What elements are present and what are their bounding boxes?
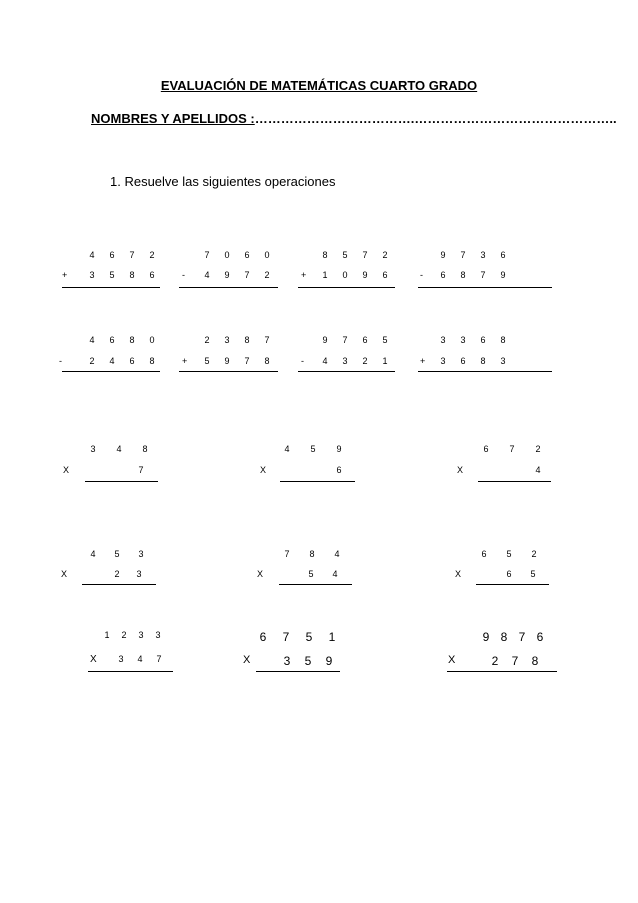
bottom-digit: 4 — [109, 356, 115, 366]
bottom-digit: 6 — [460, 356, 466, 366]
top-digit: 1 — [328, 630, 336, 644]
bottom-digit: 2 — [264, 270, 270, 280]
top-digit: 6 — [500, 250, 506, 260]
bottom-digit: 4 — [332, 569, 338, 579]
top-digit: 4 — [89, 250, 95, 260]
operator-sign: - — [420, 270, 423, 280]
top-digit: 2 — [121, 630, 127, 640]
answer-line — [62, 371, 160, 372]
answer-line — [88, 671, 173, 672]
multiply-sign: X — [90, 654, 97, 665]
bottom-digit: 7 — [480, 270, 486, 280]
top-digit: 4 — [89, 335, 95, 345]
top-digit: 3 — [460, 335, 466, 345]
bottom-digit: 8 — [149, 356, 155, 366]
answer-line — [179, 371, 278, 372]
bottom-digit: 3 — [440, 356, 446, 366]
bottom-digit: 9 — [224, 356, 230, 366]
top-digit: 8 — [309, 549, 315, 559]
bottom-digit: 7 — [138, 465, 144, 475]
top-digit: 7 — [362, 250, 368, 260]
instruction: 1. Resuelve las siguientes operaciones — [110, 174, 336, 189]
top-digit: 3 — [90, 444, 96, 454]
bottom-digit: 3 — [136, 569, 142, 579]
bottom-digit: 8 — [129, 270, 135, 280]
bottom-digit: 8 — [531, 654, 539, 668]
top-digit: 7 — [282, 630, 290, 644]
bottom-digit: 5 — [204, 356, 210, 366]
top-digit: 9 — [482, 630, 490, 644]
operator-sign: - — [59, 356, 62, 366]
top-digit: 8 — [500, 630, 508, 644]
top-digit: 0 — [149, 335, 155, 345]
operator-sign: - — [301, 356, 304, 366]
top-digit: 5 — [305, 630, 313, 644]
top-digit: 4 — [90, 549, 96, 559]
top-digit: 7 — [509, 444, 515, 454]
top-digit: 9 — [440, 250, 446, 260]
bottom-digit: 1 — [382, 356, 388, 366]
bottom-digit: 8 — [460, 270, 466, 280]
answer-line — [62, 287, 160, 288]
top-digit: 7 — [342, 335, 348, 345]
bottom-digit: 3 — [342, 356, 348, 366]
names-label: NOMBRES Y APELLIDOS : — [91, 111, 255, 126]
answer-line — [418, 371, 552, 372]
bottom-digit: 6 — [336, 465, 342, 475]
top-digit: 6 — [483, 444, 489, 454]
top-digit: 3 — [138, 630, 144, 640]
answer-line — [85, 481, 158, 482]
multiply-sign: X — [63, 465, 70, 475]
top-digit: 4 — [334, 549, 340, 559]
names-line — [91, 111, 617, 126]
bottom-digit: 8 — [264, 356, 270, 366]
top-digit: 7 — [284, 549, 290, 559]
bottom-digit: 2 — [114, 569, 120, 579]
top-digit: 7 — [264, 335, 270, 345]
top-digit: 1 — [104, 630, 110, 640]
top-digit: 2 — [204, 335, 210, 345]
top-digit: 6 — [259, 630, 267, 644]
bottom-digit: 4 — [322, 356, 328, 366]
top-digit: 8 — [142, 444, 148, 454]
top-digit: 5 — [342, 250, 348, 260]
top-digit: 8 — [322, 250, 328, 260]
bottom-digit: 9 — [325, 654, 333, 668]
bottom-digit: 2 — [491, 654, 499, 668]
top-digit: 8 — [244, 335, 250, 345]
names-dots: ……………………………….……………………………………….. — [254, 111, 617, 126]
bottom-digit: 9 — [500, 270, 506, 280]
operator-sign: + — [301, 270, 307, 280]
bottom-digit: 7 — [511, 654, 519, 668]
operator-sign: + — [420, 356, 426, 366]
bottom-digit: 5 — [304, 654, 312, 668]
bottom-digit: 1 — [322, 270, 328, 280]
top-digit: 5 — [382, 335, 388, 345]
bottom-digit: 7 — [156, 654, 162, 664]
bottom-digit: 3 — [283, 654, 291, 668]
operator-sign: + — [62, 270, 68, 280]
top-digit: 3 — [480, 250, 486, 260]
top-digit: 7 — [204, 250, 210, 260]
top-digit: 4 — [116, 444, 122, 454]
top-digit: 5 — [114, 549, 120, 559]
bottom-digit: 9 — [224, 270, 230, 280]
top-digit: 7 — [129, 250, 135, 260]
top-digit: 5 — [506, 549, 512, 559]
top-digit: 2 — [149, 250, 155, 260]
bottom-digit: 3 — [118, 654, 124, 664]
bottom-digit: 0 — [342, 270, 348, 280]
bottom-digit: 2 — [89, 356, 95, 366]
answer-line — [418, 287, 552, 288]
bottom-digit: 4 — [204, 270, 210, 280]
multiply-sign: X — [257, 569, 264, 579]
multiply-sign: X — [448, 654, 456, 666]
top-digit: 2 — [382, 250, 388, 260]
multiply-sign: X — [260, 465, 267, 475]
top-digit: 4 — [284, 444, 290, 454]
bottom-digit: 8 — [480, 356, 486, 366]
bottom-digit: 6 — [129, 356, 135, 366]
top-digit: 6 — [109, 250, 115, 260]
bottom-digit: 6 — [506, 569, 512, 579]
answer-line — [298, 287, 395, 288]
top-digit: 3 — [440, 335, 446, 345]
page-title: EVALUACIÓN DE MATEMÁTICAS CUARTO GRADO — [160, 78, 478, 93]
multiply-sign: X — [457, 465, 464, 475]
bottom-digit: 4 — [535, 465, 541, 475]
bottom-digit: 9 — [362, 270, 368, 280]
bottom-digit: 5 — [530, 569, 536, 579]
top-digit: 6 — [362, 335, 368, 345]
answer-line — [478, 481, 551, 482]
top-digit: 7 — [460, 250, 466, 260]
top-digit: 3 — [224, 335, 230, 345]
answer-line — [256, 671, 340, 672]
top-digit: 7 — [518, 630, 526, 644]
answer-line — [280, 481, 355, 482]
bottom-digit: 2 — [362, 356, 368, 366]
answer-line — [82, 584, 156, 585]
answer-line — [279, 584, 352, 585]
operator-sign: - — [182, 270, 185, 280]
bottom-digit: 6 — [382, 270, 388, 280]
top-digit: 6 — [480, 335, 486, 345]
answer-line — [476, 584, 549, 585]
answer-line — [447, 671, 557, 672]
top-digit: 3 — [138, 549, 144, 559]
top-digit: 5 — [310, 444, 316, 454]
bottom-digit: 5 — [109, 270, 115, 280]
top-digit: 8 — [500, 335, 506, 345]
multiply-sign: X — [61, 569, 68, 579]
top-digit: 3 — [155, 630, 161, 640]
top-digit: 6 — [109, 335, 115, 345]
top-digit: 6 — [244, 250, 250, 260]
top-digit: 9 — [322, 335, 328, 345]
bottom-digit: 4 — [137, 654, 143, 664]
operator-sign: + — [182, 356, 188, 366]
bottom-digit: 7 — [244, 356, 250, 366]
multiply-sign: X — [243, 654, 251, 666]
top-digit: 0 — [264, 250, 270, 260]
top-digit: 8 — [129, 335, 135, 345]
bottom-digit: 6 — [149, 270, 155, 280]
multiply-sign: X — [455, 569, 462, 579]
top-digit: 2 — [535, 444, 541, 454]
bottom-digit: 5 — [308, 569, 314, 579]
bottom-digit: 3 — [89, 270, 95, 280]
top-digit: 6 — [536, 630, 544, 644]
top-digit: 9 — [336, 444, 342, 454]
bottom-digit: 7 — [244, 270, 250, 280]
top-digit: 6 — [481, 549, 487, 559]
top-digit: 0 — [224, 250, 230, 260]
top-digit: 2 — [531, 549, 537, 559]
bottom-digit: 6 — [440, 270, 446, 280]
answer-line — [179, 287, 278, 288]
bottom-digit: 3 — [500, 356, 506, 366]
answer-line — [298, 371, 395, 372]
